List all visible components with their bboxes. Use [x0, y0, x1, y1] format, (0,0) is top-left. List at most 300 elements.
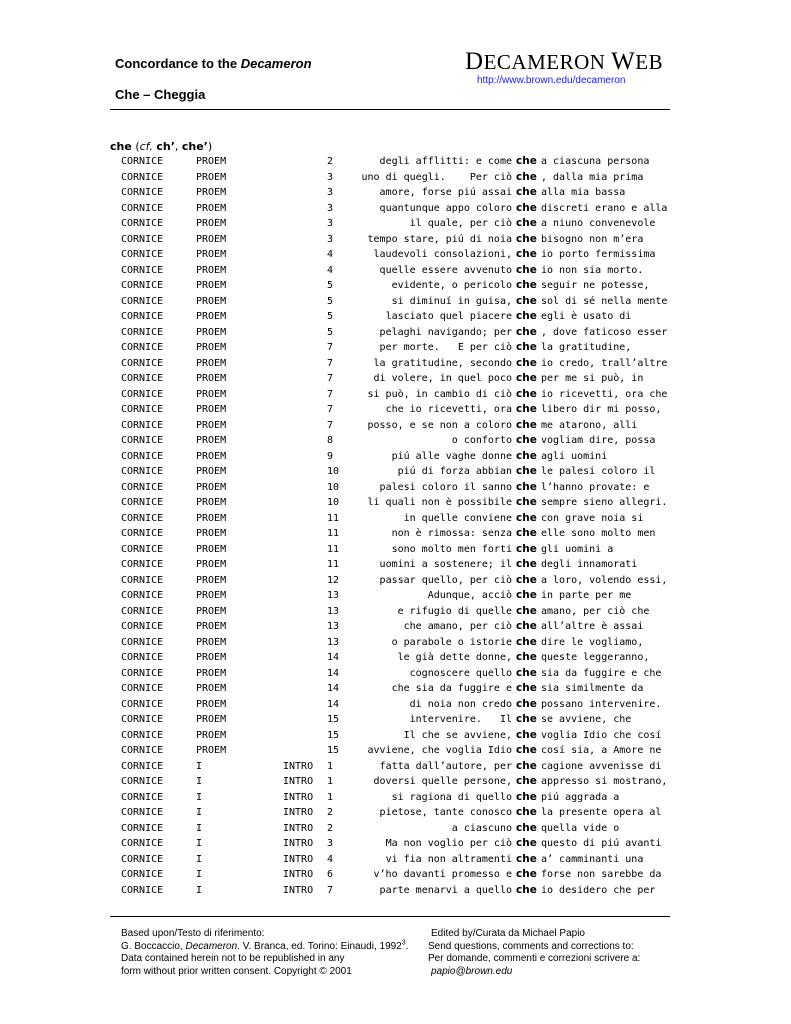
keyword: che — [516, 728, 537, 741]
col-section: PROEM — [196, 466, 227, 477]
col-section: I — [196, 807, 203, 818]
keyword: che — [516, 775, 537, 787]
col-paragraph: 15 — [327, 745, 340, 756]
keyword: che — [516, 248, 537, 260]
col-text: CORNICE — [121, 311, 164, 322]
col-section: PROEM — [196, 636, 227, 648]
concordance-row — [0, 635, 791, 651]
footer-editor: Edited by/Curata da Michael Papio Send questions, comments and corrections to: Per domande, commenti e correzioni scrivere a: papio@brown.edu — [428, 928, 641, 977]
concordance-row — [0, 464, 791, 480]
concordance-row — [0, 325, 791, 341]
col-text: CORNICE — [121, 373, 164, 384]
keyword: che — [516, 682, 537, 694]
col-section: PROEM — [196, 342, 227, 353]
concordance-row — [0, 232, 791, 248]
context-right: sia da fuggire e che — [541, 667, 662, 679]
context-right: a ciascuna persona — [541, 156, 650, 167]
contact-email-link[interactable]: papio@brown.edu — [431, 965, 513, 977]
keyword: che — [516, 527, 537, 539]
col-part: INTRO — [283, 838, 314, 849]
keyword: che — [516, 852, 537, 865]
col-paragraph: 5 — [327, 311, 334, 322]
keyword: che — [516, 387, 537, 400]
context-left: pelaghi navigando; per — [379, 326, 512, 338]
context-right: dire le vogliamo, — [541, 636, 644, 648]
col-paragraph: 1 — [327, 760, 334, 772]
col-section: PROEM — [196, 652, 227, 663]
col-text: CORNICE — [121, 822, 164, 834]
col-text: CORNICE — [121, 652, 164, 663]
col-text: CORNICE — [121, 559, 164, 570]
col-section: I — [196, 791, 203, 803]
keyword: che — [516, 217, 537, 229]
context-left: piú alle vaghe donne — [391, 450, 512, 462]
keyword: che — [516, 279, 537, 291]
concordance-row — [0, 449, 791, 465]
context-left: che io ricevetti, ora — [385, 404, 512, 415]
col-text: CORNICE — [121, 466, 164, 477]
concordance-row — [0, 743, 791, 759]
footer-source: Based upon/Testo di riferimento: G. Boccaccio, Decameron. V. Branca, ed. Torino: Einaudi, 1992$^3$. Data contained herein not to be republished in any form without prior written consent. Copyright © 2001 — [121, 928, 409, 977]
header-divider — [110, 109, 670, 110]
concordance-row — [0, 774, 791, 790]
col-text: CORNICE — [121, 233, 164, 245]
col-text: CORNICE — [121, 326, 164, 338]
context-right: , dalla mia prima — [541, 171, 644, 183]
context-left: cognoscere quello — [409, 667, 512, 679]
concordance-row — [0, 650, 791, 666]
context-right: piú aggrada a — [541, 791, 620, 803]
keyword: che — [516, 201, 537, 214]
col-section: PROEM — [196, 683, 227, 694]
col-section: PROEM — [196, 543, 227, 555]
context-right: gli uomini a — [541, 543, 614, 555]
col-part: INTRO — [283, 869, 314, 880]
col-text: CORNICE — [121, 497, 164, 508]
col-paragraph: 4 — [327, 249, 334, 260]
col-paragraph: 2 — [327, 807, 334, 818]
col-section: I — [196, 760, 203, 772]
col-paragraph: 7 — [327, 884, 334, 896]
col-text: CORNICE — [121, 187, 164, 198]
col-section: PROEM — [196, 404, 227, 415]
col-section: PROEM — [196, 357, 227, 369]
col-paragraph: 10 — [327, 481, 340, 493]
col-paragraph: 3 — [327, 171, 334, 183]
keyword: che — [516, 434, 537, 446]
col-paragraph: 10 — [327, 497, 340, 508]
context-right: l’hanno provate: e — [541, 481, 650, 493]
concordance-row — [0, 170, 791, 186]
context-left: tempo stare, piú di noia — [367, 233, 512, 245]
col-part: INTRO — [283, 884, 314, 896]
context-right: a’ camminanti una — [541, 853, 644, 865]
concordance-row — [0, 263, 791, 279]
context-right: questo di piú avanti — [541, 838, 662, 849]
keyword: che — [516, 325, 537, 338]
col-paragraph: 11 — [327, 559, 340, 570]
context-left: si può, in cambio di ciò — [367, 388, 512, 400]
col-text: CORNICE — [121, 512, 164, 524]
col-text: CORNICE — [121, 543, 164, 555]
col-section: I — [196, 776, 203, 787]
keyword: che — [516, 651, 537, 663]
col-section: I — [196, 884, 203, 896]
col-text: CORNICE — [121, 869, 164, 880]
col-paragraph: 12 — [327, 574, 340, 586]
keyword: che — [516, 620, 537, 632]
context-right: voglia Idio che cosí — [541, 729, 662, 741]
concordance-row — [0, 681, 791, 697]
col-paragraph: 13 — [327, 636, 340, 648]
col-section: PROEM — [196, 574, 227, 586]
col-section: PROEM — [196, 218, 227, 229]
concordance-row — [0, 836, 791, 852]
concordance-row — [0, 154, 791, 170]
concordance-row — [0, 821, 791, 837]
context-left: uno di quegli. Per ciò — [361, 171, 512, 183]
col-section: I — [196, 822, 203, 834]
col-paragraph: 4 — [327, 264, 334, 276]
col-section: PROEM — [196, 280, 227, 291]
context-right: agli uomini — [541, 450, 608, 462]
context-right: seguir ne potesse, — [541, 280, 650, 291]
col-text: CORNICE — [121, 698, 164, 710]
context-right: io desidero che per — [541, 884, 656, 896]
context-right: forse non sarebbe da — [541, 869, 662, 880]
keyword: che — [516, 186, 537, 198]
col-text: CORNICE — [121, 838, 164, 849]
concordance-row — [0, 371, 791, 387]
concordance-row — [0, 573, 791, 589]
context-right: per me si può, in — [541, 373, 644, 384]
keyword: che — [516, 666, 537, 679]
concordance-row — [0, 728, 791, 744]
col-paragraph: 2 — [327, 156, 334, 167]
context-right: bisogno non m’era — [541, 233, 644, 245]
context-left: uomini a sostenere; il — [379, 559, 512, 570]
concordance-row — [0, 588, 791, 604]
col-section: PROEM — [196, 388, 227, 400]
context-right: io non sia morto. — [541, 264, 644, 276]
col-text: CORNICE — [121, 171, 164, 183]
col-section: PROEM — [196, 450, 227, 462]
col-paragraph: 1 — [327, 791, 334, 803]
keyword: che — [516, 341, 537, 353]
col-paragraph: 14 — [327, 698, 340, 710]
concordance-row — [0, 495, 791, 511]
context-left: v’ho davanti promesso e — [373, 869, 512, 880]
col-section: PROEM — [196, 621, 227, 632]
col-paragraph: 11 — [327, 528, 340, 539]
page-title — [115, 56, 312, 71]
col-paragraph: 5 — [327, 326, 334, 338]
concordance-row — [0, 216, 791, 232]
col-text: CORNICE — [121, 605, 164, 617]
col-paragraph: 4 — [327, 853, 334, 865]
concordance-row — [0, 805, 791, 821]
col-text: CORNICE — [121, 574, 164, 586]
context-right: all’altre è assai — [541, 621, 644, 632]
col-section: PROEM — [196, 233, 227, 245]
col-text: CORNICE — [121, 481, 164, 493]
concordance-row — [0, 387, 791, 403]
col-paragraph: 10 — [327, 466, 340, 477]
col-paragraph: 6 — [327, 869, 334, 880]
context-left: evidente, o pericolo — [391, 280, 512, 291]
concordance-row — [0, 697, 791, 713]
col-section: I — [196, 838, 203, 849]
keyword: che — [516, 713, 537, 725]
col-section: PROEM — [196, 528, 227, 539]
context-left: sono molto men forti — [391, 543, 512, 555]
concordance-row — [0, 309, 791, 325]
col-paragraph: 15 — [327, 714, 340, 725]
concordance-row — [0, 852, 791, 868]
concordance-row — [0, 511, 791, 527]
keyword: che — [516, 883, 537, 896]
col-paragraph: 7 — [327, 357, 334, 369]
col-text: CORNICE — [121, 528, 164, 539]
concordance-row — [0, 790, 791, 806]
col-paragraph: 1 — [327, 776, 334, 787]
col-text: CORNICE — [121, 435, 164, 446]
context-right: alla mia bassa — [541, 187, 626, 198]
context-right: sol di sé nella mente — [541, 295, 668, 307]
context-left: che sia da fuggire e — [391, 683, 512, 694]
context-left: intervenire. Il — [409, 714, 512, 725]
col-text: CORNICE — [121, 729, 164, 741]
keyword: che — [516, 465, 537, 477]
col-text: CORNICE — [121, 450, 164, 462]
context-right: amano, per ciò che — [541, 605, 650, 617]
col-section: PROEM — [196, 295, 227, 307]
context-left: il quale, per ciò — [409, 218, 512, 229]
col-part: INTRO — [283, 760, 314, 772]
keyword: che — [516, 496, 537, 508]
concordance-row — [0, 433, 791, 449]
title-prefix: Concordance to the — [115, 56, 238, 71]
context-left: la gratitudine, secondo — [373, 357, 512, 369]
context-left: lasciato quel piacere — [385, 311, 512, 322]
context-left: si ragiona di quello — [391, 791, 512, 803]
keyword: che — [516, 418, 537, 431]
col-text: CORNICE — [121, 249, 164, 260]
col-section: PROEM — [196, 481, 227, 493]
col-paragraph: 13 — [327, 621, 340, 632]
col-text: CORNICE — [121, 667, 164, 679]
col-text: CORNICE — [121, 853, 164, 865]
keyword: che — [516, 558, 537, 570]
page-subtitle: Che – Cheggia — [115, 87, 206, 102]
brand-url-link[interactable]: http://www.brown.edu/decameron — [477, 75, 626, 86]
title-italic: Decameron — [240, 56, 312, 71]
col-paragraph: 3 — [327, 838, 334, 849]
col-text: CORNICE — [121, 295, 164, 307]
col-section: PROEM — [196, 512, 227, 524]
context-left: Il che se avviene, — [403, 729, 512, 741]
context-right: cosí sia, a Amore ne — [541, 745, 662, 756]
col-paragraph: 11 — [327, 543, 340, 555]
col-paragraph: 13 — [327, 605, 340, 617]
context-left: che amano, per ciò — [403, 621, 512, 632]
keyword: che — [516, 635, 537, 648]
concordance-row — [0, 418, 791, 434]
col-section: PROEM — [196, 559, 227, 570]
keyword: che — [516, 790, 537, 803]
context-right: vogliam dire, possa — [541, 435, 656, 446]
keyword: che — [516, 480, 537, 493]
concordance-row — [0, 867, 791, 883]
context-right: , dove faticoso esser — [541, 326, 668, 338]
context-left: di volere, in quel poco — [373, 373, 512, 384]
context-left: palesi coloro il sanno — [379, 481, 512, 493]
col-paragraph: 2 — [327, 822, 334, 834]
col-paragraph: 8 — [327, 435, 334, 446]
col-text: CORNICE — [121, 218, 164, 229]
col-section: PROEM — [196, 311, 227, 322]
context-left: in quelle conviene — [403, 512, 512, 524]
col-text: CORNICE — [121, 776, 164, 787]
context-right: cagione avvenisse di — [541, 760, 662, 772]
col-paragraph: 5 — [327, 280, 334, 291]
concordance-row — [0, 557, 791, 573]
context-right: libero dir mi posso, — [541, 404, 662, 415]
footer-divider — [110, 916, 670, 917]
context-right: possano intervenire. — [541, 698, 662, 710]
context-right: a loro, volendo essi, — [541, 574, 668, 586]
col-section: PROEM — [196, 698, 227, 710]
concordance-row — [0, 294, 791, 310]
col-paragraph: 14 — [327, 667, 340, 679]
context-right: sempre sieno allegri. — [541, 497, 668, 508]
context-left: di noia non credo — [409, 698, 512, 710]
col-paragraph: 9 — [327, 450, 334, 462]
concordance-row — [0, 247, 791, 263]
col-text: CORNICE — [121, 745, 164, 756]
keyword: che — [516, 573, 537, 586]
col-section: PROEM — [196, 171, 227, 183]
brand-logo: DECAMERON WEB — [465, 48, 664, 75]
col-paragraph: 7 — [327, 342, 334, 353]
context-right: me atarono, alli — [541, 419, 638, 431]
context-right: queste leggeranno, — [541, 652, 650, 663]
context-left: amore, forse piú assai — [379, 187, 512, 198]
concordance-row — [0, 526, 791, 542]
keyword: che — [516, 372, 537, 384]
col-section: PROEM — [196, 264, 227, 276]
col-paragraph: 14 — [327, 683, 340, 694]
keyword: che — [516, 294, 537, 307]
col-part: INTRO — [283, 807, 314, 818]
context-left: Ma non voglio per ciò — [385, 838, 512, 849]
col-paragraph: 3 — [327, 218, 334, 229]
context-left: degli afflitti: e come — [379, 156, 512, 167]
concordance-row — [0, 340, 791, 356]
context-left: per morte. E per ciò — [379, 342, 512, 353]
context-right: egli è usato di — [541, 311, 632, 322]
col-paragraph: 5 — [327, 295, 334, 307]
col-section: PROEM — [196, 435, 227, 446]
context-left: pietose, tante conosco — [379, 807, 512, 818]
col-text: CORNICE — [121, 264, 164, 276]
keyword: che — [516, 263, 537, 276]
concordance-row — [0, 201, 791, 217]
col-text: CORNICE — [121, 419, 164, 431]
col-section: I — [196, 853, 203, 865]
concordance-row — [0, 666, 791, 682]
context-right: con grave noia si — [541, 512, 644, 524]
context-right: se avviene, che — [541, 714, 632, 725]
concordance-row — [0, 883, 791, 899]
col-text: CORNICE — [121, 342, 164, 353]
context-left: si diminuí in guisa, — [391, 295, 512, 307]
keyword: che — [516, 155, 537, 167]
col-text: CORNICE — [121, 156, 164, 167]
col-section: PROEM — [196, 497, 227, 508]
col-part: INTRO — [283, 791, 314, 803]
context-left: fatta dall’autore, per — [379, 760, 512, 772]
context-left: non è rimossa: senza — [391, 528, 512, 539]
keyword: che — [516, 821, 537, 834]
concordance-row — [0, 185, 791, 201]
context-left: Adunque, acciò — [427, 590, 512, 601]
concordance-row — [0, 759, 791, 775]
col-text: CORNICE — [121, 884, 164, 896]
col-section: PROEM — [196, 419, 227, 431]
col-paragraph: 7 — [327, 373, 334, 384]
col-part: INTRO — [283, 853, 314, 865]
col-text: CORNICE — [121, 404, 164, 415]
col-section: PROEM — [196, 745, 227, 756]
context-right: appresso si mostrano, — [541, 776, 668, 787]
concordance-row — [0, 480, 791, 496]
col-paragraph: 11 — [327, 512, 340, 524]
keyword: che — [516, 604, 537, 617]
col-text: CORNICE — [121, 807, 164, 818]
col-section: PROEM — [196, 373, 227, 384]
context-right: le palesi coloro il — [541, 466, 656, 477]
col-paragraph: 15 — [327, 729, 340, 741]
context-left: a ciascuno — [451, 822, 512, 834]
col-text: CORNICE — [121, 683, 164, 694]
context-right: a niuno convenevole — [541, 218, 656, 229]
context-left: quantunque appo coloro — [379, 202, 512, 214]
col-text: CORNICE — [121, 636, 164, 648]
col-paragraph: 7 — [327, 419, 334, 431]
col-section: PROEM — [196, 187, 227, 198]
context-left: li quali non è possibile — [367, 497, 512, 508]
col-section: PROEM — [196, 729, 227, 741]
context-right: la gratitudine, — [541, 342, 632, 353]
col-text: CORNICE — [121, 388, 164, 400]
col-paragraph: 3 — [327, 187, 334, 198]
concordance-row — [0, 604, 791, 620]
context-left: passar quello, per ciò — [379, 574, 512, 586]
context-right: la presente opera al — [541, 807, 662, 818]
keyword: che — [516, 759, 537, 772]
context-right: in parte per me — [541, 590, 632, 601]
context-left: parte menarvi a quello — [379, 884, 512, 896]
keyword: che — [516, 232, 537, 245]
keyword: che — [516, 449, 537, 462]
context-left: o conforto — [451, 435, 512, 446]
col-part: INTRO — [283, 776, 314, 787]
col-text: CORNICE — [121, 791, 164, 803]
context-right: discreti erano e alla — [541, 202, 668, 214]
context-left: le già dette donne, — [397, 652, 512, 663]
context-right: quella vide o — [541, 822, 620, 834]
